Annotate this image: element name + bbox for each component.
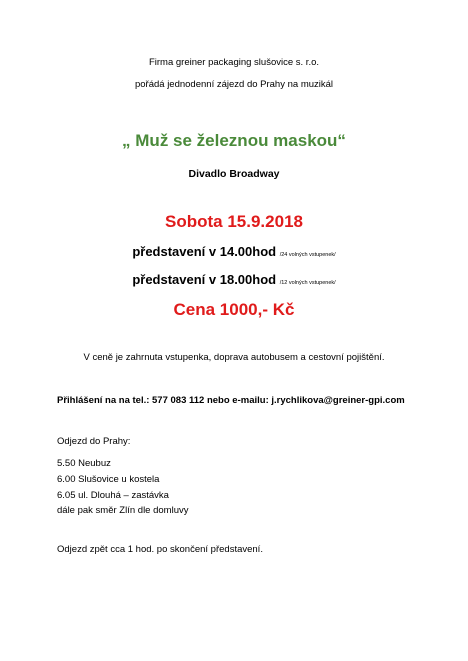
departure-stop: 6.05 ul. Dlouhá – zastávka [57, 490, 169, 501]
departure-stop: 6.00 Slušovice u kostela [57, 474, 160, 485]
venue-name: Divadlo Broadway [188, 168, 280, 180]
musical-title: „ Muž se železnou maskou“ [122, 131, 346, 150]
return-info: Odjezd zpět cca 1 hod. po skončení představení. [57, 544, 263, 555]
show-time-2 [0, 272, 468, 287]
organizer-line: Firma greiner packaging slušovice s. r.o. [148, 57, 320, 68]
show-time-1 [0, 244, 468, 259]
ticket-availability-note: /24 volných vstupenek/ [279, 252, 336, 258]
ticket-price: Cena 1000,- Kč [173, 300, 295, 319]
show-time-label: představení v 18.00hod [132, 272, 277, 287]
ticket-availability-note: /12 volných vstupenek/ [279, 280, 336, 286]
invitation-line: pořádá jednodenní zájezd do Prahy na muzikál [134, 79, 334, 90]
show-time-label: představení v 14.00hod [132, 244, 277, 259]
departure-stop: 5.50 Neubuz [57, 458, 111, 469]
contact-info: Přihlášení na na tel.: 577 083 112 nebo e-mailu: j.rychlikova@greiner-gpi.com [57, 395, 405, 406]
departure-stop: dále pak směr Zlín dle domluvy [57, 505, 189, 516]
price-includes: V ceně je zahrnuta vstupenka, doprava autobusem a cestovní pojištění. [83, 352, 385, 363]
departure-heading: Odjezd do Prahy: [57, 436, 131, 447]
event-date: Sobota 15.9.2018 [165, 212, 303, 231]
